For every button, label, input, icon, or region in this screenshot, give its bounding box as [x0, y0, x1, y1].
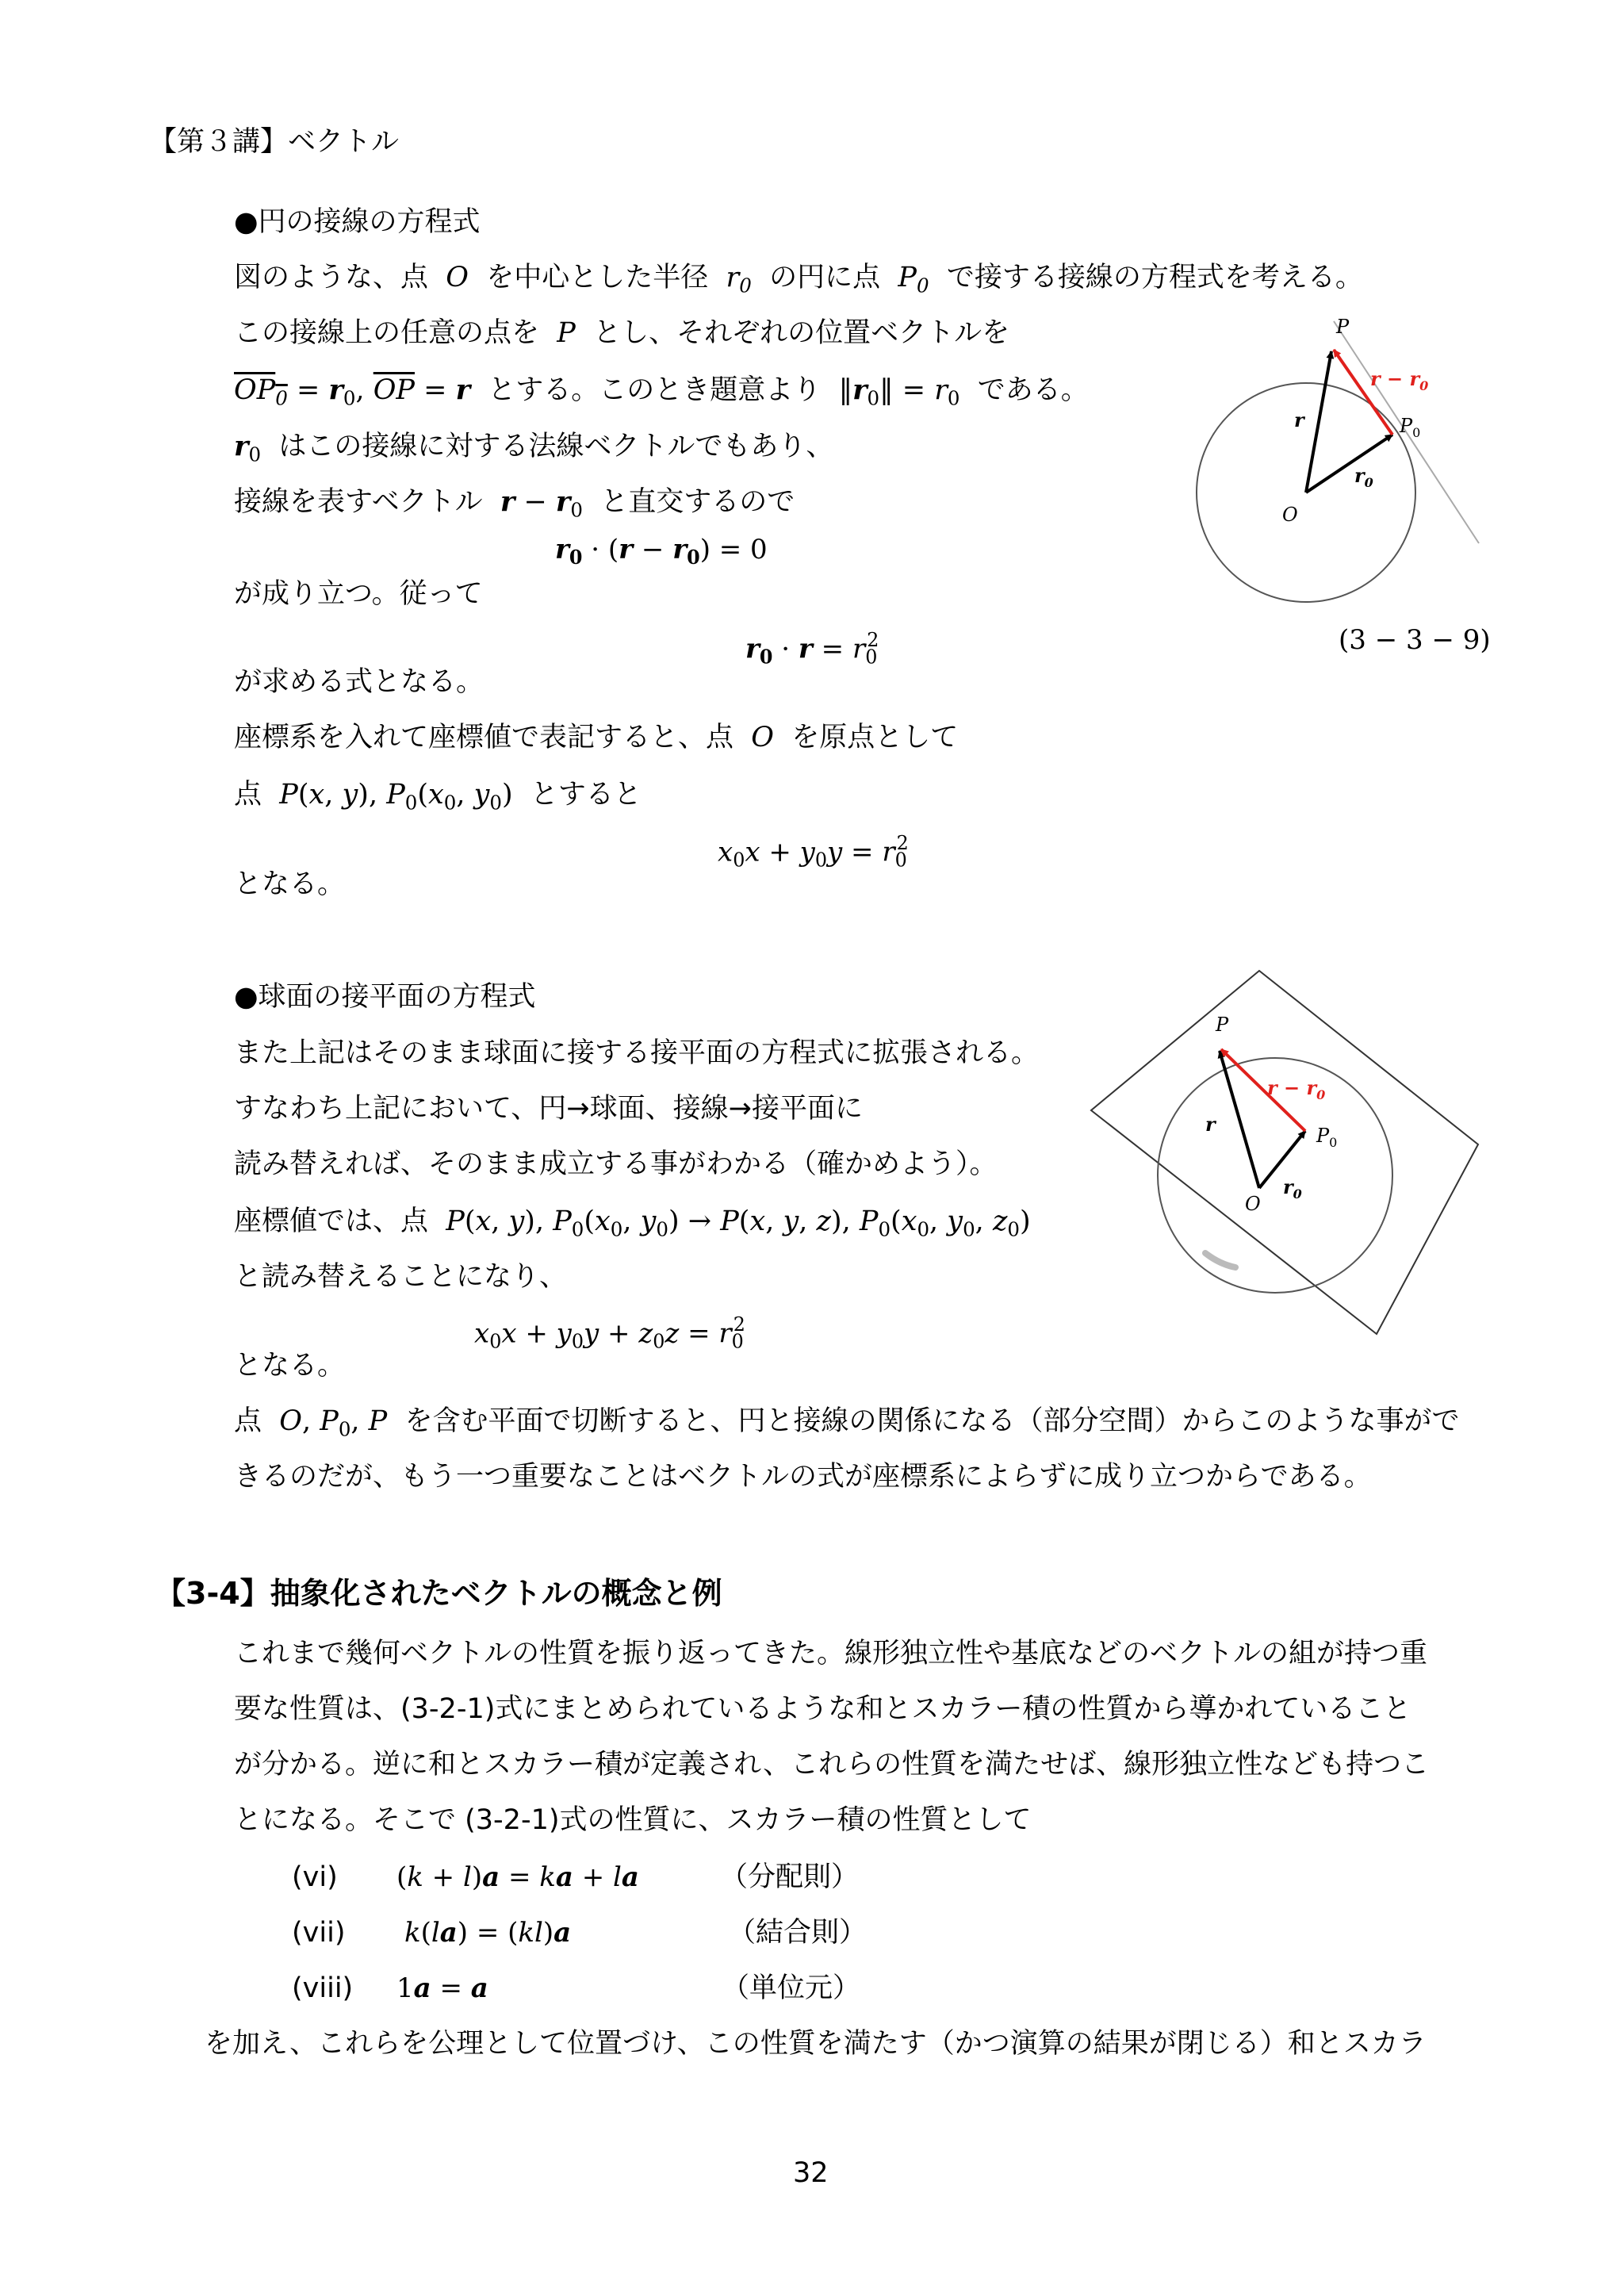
sphere-line-8: きるのだが、もう一つ重要なことはベクトルの式が座標系によらずに成り立つからである。 — [234, 1461, 1372, 1493]
sphere-heading: ●球面の接平面の方程式 — [234, 981, 536, 1013]
orthogonality-equation: $r_0 \cdot (r - r_0) = 0$ — [555, 534, 768, 569]
sphere-line-1: また上記はそのまま球面に接する接平面の方程式に拡張される。 — [234, 1037, 1040, 1069]
axiom-vi-name: （分配則） — [720, 1861, 860, 1893]
section-3-4-p5: を加え、これらを公理として位置づけ、この性質を満たす（かつ演算の結果が閉じる）和とスカラ — [205, 2028, 1427, 2060]
label-r: r — [1294, 408, 1304, 431]
circle-line-2: この接線上の任意の点を P とし、それぞれの位置ベクトルを — [234, 317, 1010, 349]
axiom-viii-number: (viii) — [292, 1972, 354, 2004]
circle-line-3: $OP_0 = r_0$, $\overline{OP} = r$ とする。このとき題意より $‖r_0‖ = r_0$ である。 — [234, 374, 1089, 410]
page-header: 【第３講】ベクトル — [149, 126, 400, 158]
vector-r-arrow — [1220, 1051, 1259, 1188]
sphere-line-2: すなわち上記において、円→球面、接線→接平面に — [234, 1093, 863, 1125]
label-P: P — [1336, 316, 1350, 338]
label-r-minus-r0: $r - r_0$ — [1267, 1076, 1326, 1102]
label-O: O — [1245, 1193, 1261, 1215]
label-P0: $P_0$ — [1400, 415, 1421, 440]
axiom-vii-number: (vii) — [292, 1917, 346, 1949]
circle-line-10: となる。 — [234, 868, 346, 900]
circle-line-9: 点 P(x, y), $P_0(x_0$, $y_0$) とすると — [234, 779, 642, 815]
tangent-plane-outline — [1091, 971, 1478, 1334]
sphere-tangent-plane-diagram — [1086, 968, 1483, 1340]
section-3-4-p3: が分かる。逆に和とスカラー積が定義され、これらの性質を満たせば、線形独立性なども持つこ — [234, 1749, 1430, 1780]
circle-line-6: が成り立つ。従って — [234, 578, 483, 610]
axiom-viii-name: （単位元） — [722, 1972, 861, 2004]
vector-r-minus-r0-arrow — [1334, 350, 1392, 435]
axiom-vi-number: (vi) — [292, 1861, 338, 1893]
circle-tangent-diagram — [1182, 313, 1491, 615]
section-3-4-p2: 要な性質は、(3-2-1)式にまとめられているような和とスカラー積の性質から導かれていること — [234, 1693, 1411, 1725]
circle-line-7: が求める式となる。 — [234, 666, 485, 698]
circle-line-4: $r_0$ はこの接線に対する法線ベクトルでもあり、 — [234, 430, 834, 466]
equation-number: (3 − 3 − 9) — [1339, 624, 1491, 656]
sphere-line-6: となる。 — [234, 1350, 346, 1382]
sphere-line-4: 座標値では、点 P(x, y), $P_0(x_0$, $y_0) \to P(x$, y, z), $P_0(x_0$, $y_0$, $z_0$) — [234, 1205, 1031, 1241]
section-3-4-p4: とになる。そこで (3-2-1)式の性質に、スカラー積の性質として — [234, 1804, 1032, 1836]
page-number: 32 — [793, 2157, 829, 2189]
circle-line-8: 座標系を入れて座標値で表記すると、点 O を原点として — [234, 722, 959, 753]
label-r0: $r_0$ — [1354, 464, 1373, 490]
label-r: r — [1205, 1113, 1216, 1136]
label-P: P — [1216, 1014, 1229, 1036]
tangent-equation: $r_0 \cdot r = r_0^2$ — [745, 629, 879, 669]
section-3-4-p1: これまで幾何ベクトルの性質を振り返ってきた。線形独立性や基底などのベクトルの組が持つ重 — [234, 1638, 1428, 1669]
vector-r0-arrow — [1259, 1131, 1305, 1188]
label-O: O — [1282, 504, 1298, 526]
vector-r-arrow — [1306, 351, 1331, 493]
sphere-line-7: 点 O, $P_0$, P を含む平面で切断すると、円と接線の関係になる（部分空間）からこのような事がで — [234, 1405, 1460, 1441]
label-r-minus-r0: $r - r_0$ — [1370, 367, 1429, 393]
axiom-vi-formula: (k + l)a = ka + la — [396, 1861, 639, 1893]
label-P0: $P_0$ — [1316, 1125, 1338, 1150]
label-r0: $r_0$ — [1283, 1175, 1302, 1202]
sphere-highlight — [1205, 1253, 1235, 1267]
axiom-vii-formula: k(la) = (kl)a — [404, 1917, 572, 1949]
tangent-plane-equation: $x_0x + y_0y + z_0z = r_0^2$ — [474, 1313, 745, 1353]
coordinate-tangent-equation: $x_0x + y_0y = r_0^2$ — [718, 832, 909, 872]
section-3-4-title: 【3-4】抽象化されたベクトルの概念と例 — [155, 1576, 722, 1611]
sphere-line-3: 読み替えれば、そのまま成立する事がわかる（確かめよう）。 — [234, 1148, 998, 1180]
circle-line-5: 接線を表すベクトル $r - r_0$ と直交するので — [234, 485, 795, 522]
sphere-line-5: と読み替えることになり、 — [234, 1261, 568, 1293]
axiom-viii-formula: 1a = a — [396, 1972, 488, 2004]
vector-r0-arrow — [1306, 435, 1392, 493]
circle-heading: ●円の接線の方程式 — [234, 206, 481, 238]
circle-line-1: 図のような、点 O を中心とした半径 $r_0$ の円に点 $P_0$ で接する接線の方程式を考える。 — [234, 262, 1363, 297]
axiom-vii-name: （結合則） — [728, 1917, 868, 1949]
